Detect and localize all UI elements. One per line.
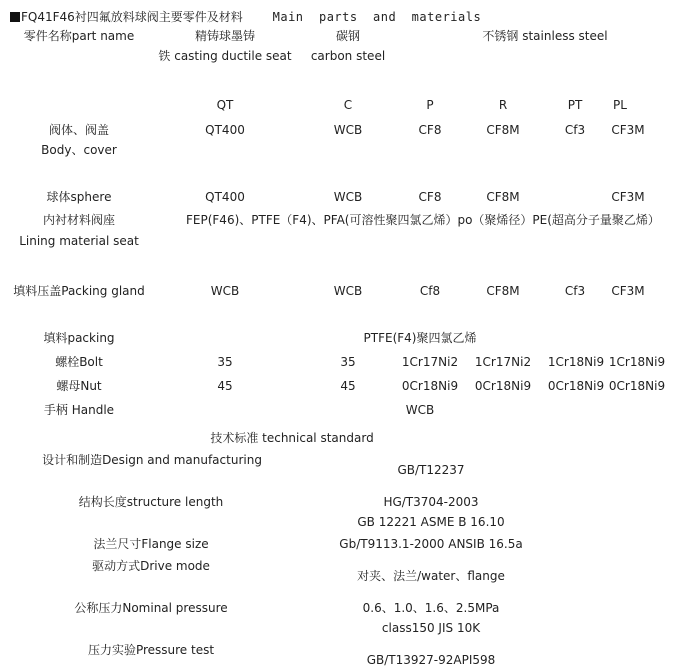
length-value-2: GB 12221 ASME B 16.10 xyxy=(357,515,505,529)
gland-value-r: CF8M xyxy=(486,284,520,298)
gland-value-c: WCB xyxy=(333,284,363,298)
nut-value-qt: 45 xyxy=(217,379,233,393)
sphere-value-r: CF8M xyxy=(486,190,520,204)
pressure-value-1: 0.6、1.0、1.6、2.5MPa xyxy=(362,601,500,615)
lining-label-en: Lining material seat xyxy=(19,234,139,248)
sphere-value-pl: CF3M xyxy=(611,190,645,204)
bolt-value-r: 1Cr17Ni2 xyxy=(474,355,532,369)
title-english: Main parts and materials xyxy=(272,10,482,24)
bolt-label: 螺栓Bolt xyxy=(55,355,103,369)
drive-value: 对夹、法兰/water、flange xyxy=(357,569,505,583)
gland-label: 填料压盖Packing gland xyxy=(13,284,145,298)
code-c: C xyxy=(343,98,353,112)
bolt-value-pt: 1Cr18Ni9 xyxy=(547,355,605,369)
body-value-p: CF8 xyxy=(418,123,442,137)
packing-label: 填料packing xyxy=(43,331,115,345)
test-label: 压力实验Pressure test xyxy=(87,643,215,657)
nut-label: 螺母Nut xyxy=(56,379,102,393)
body-value-c: WCB xyxy=(333,123,363,137)
body-value-pl: CF3M xyxy=(611,123,645,137)
length-label: 结构长度structure length xyxy=(78,495,224,509)
flange-label: 法兰尺寸Flange size xyxy=(93,537,209,551)
sphere-value-c: WCB xyxy=(333,190,363,204)
code-p: P xyxy=(426,98,434,112)
bolt-value-pl: 1Cr18Ni9 xyxy=(608,355,666,369)
pressure-value-2: class150 JIS 10K xyxy=(381,621,481,635)
design-label: 设计和制造Design and manufacturing xyxy=(42,453,262,467)
body-value-pt: Cf3 xyxy=(564,123,586,137)
body-label-en: Body、cover xyxy=(41,143,117,157)
test-value: GB/T13927-92API598 xyxy=(366,653,496,667)
pressure-label: 公称压力Nominal pressure xyxy=(74,601,228,615)
lining-value: FEP(F46)、PTFE（F4)、PFA(可溶性聚四氯乙烯）po（聚烯径）PE(超高分子量聚乙烯） xyxy=(186,213,660,227)
code-r: R xyxy=(498,98,508,112)
gland-value-qt: WCB xyxy=(210,284,240,298)
gland-value-p: Cf8 xyxy=(419,284,441,298)
body-value-r: CF8M xyxy=(486,123,520,137)
nut-value-pl: 0Cr18Ni9 xyxy=(608,379,666,393)
bolt-value-qt: 35 xyxy=(217,355,233,369)
header-cast-steel-cn: 精铸球墨铸 xyxy=(194,29,256,43)
header-part-name: 零件名称part name xyxy=(23,29,135,43)
body-label-cn: 阀体、阀盖 xyxy=(48,123,110,137)
title-chinese: FQ41F46衬四氟放料球阀主要零件及材料 xyxy=(21,10,243,24)
header-cast-steel-en: 铁 casting ductile seat xyxy=(158,49,292,63)
code-pl: PL xyxy=(613,98,627,112)
page-title xyxy=(10,10,481,24)
nut-value-c: 45 xyxy=(340,379,356,393)
sphere-value-p: CF8 xyxy=(418,190,442,204)
gland-value-pt: Cf3 xyxy=(564,284,586,298)
code-pt: PT xyxy=(567,98,583,112)
header-stainless: 不锈钢 stainless steel xyxy=(482,29,608,43)
bolt-value-c: 35 xyxy=(340,355,356,369)
code-qt: QT xyxy=(216,98,234,112)
sphere-label: 球体sphere xyxy=(46,190,112,204)
nut-value-pt: 0Cr18Ni9 xyxy=(547,379,605,393)
header-carbon-cn: 碳钢 xyxy=(335,29,361,43)
handle-value: WCB xyxy=(405,403,435,417)
sphere-value-qt: QT400 xyxy=(205,190,245,204)
body-value-qt: QT400 xyxy=(205,123,245,137)
drive-label: 驱动方式Drive mode xyxy=(92,559,210,573)
header-carbon-en: carbon steel xyxy=(310,49,386,63)
length-value-1: HG/T3704-2003 xyxy=(383,495,479,509)
handle-label: 手柄 Handle xyxy=(43,403,115,417)
standards-heading: 技术标准 technical standard xyxy=(210,431,374,445)
nut-value-p: 0Cr18Ni9 xyxy=(401,379,459,393)
gland-value-pl: CF3M xyxy=(611,284,645,298)
nut-value-r: 0Cr18Ni9 xyxy=(474,379,532,393)
packing-value: PTFE(F4)聚四氯乙烯 xyxy=(363,331,477,345)
flange-value: Gb/T9113.1-2000 ANSIB 16.5a xyxy=(339,537,523,551)
lining-label-cn: 内衬材料阀座 xyxy=(42,213,116,227)
square-bullet-icon xyxy=(10,12,20,22)
design-value: GB/T12237 xyxy=(397,463,465,477)
bolt-value-p: 1Cr17Ni2 xyxy=(401,355,459,369)
